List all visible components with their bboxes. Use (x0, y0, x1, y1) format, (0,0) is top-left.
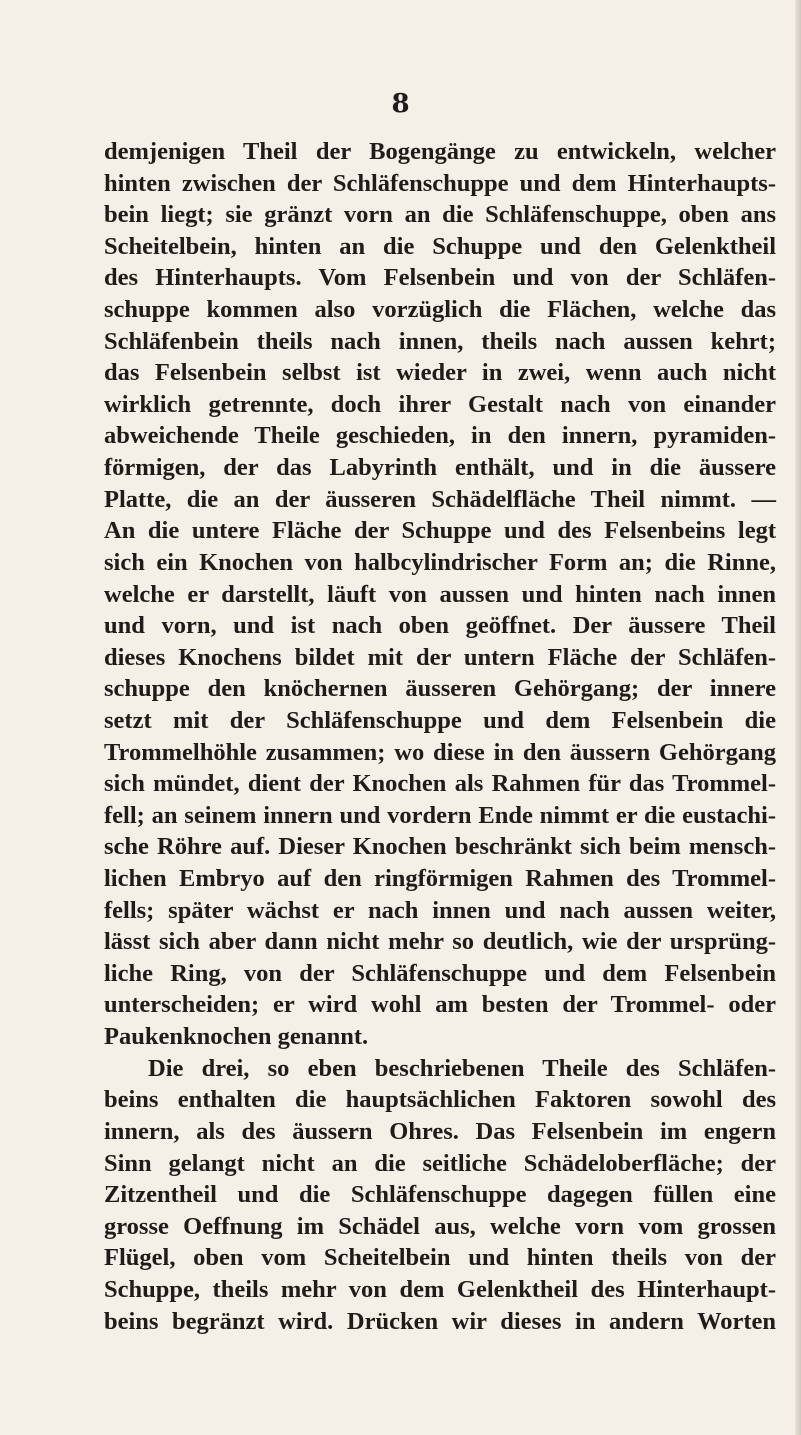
text-line: beins begränzt wird. Drücken wir dieses in andern Worten (104, 1307, 776, 1335)
text-line: sich mündet, dient der Knochen als Rahmen für das Trommel- (104, 770, 776, 798)
text-line: Sinn gelangt nicht an die seitliche Schädeloberfläche; der (104, 1149, 776, 1177)
text-line: bein liegt; sie gränzt vorn an die Schläfenschuppe, oben ans (104, 201, 776, 229)
text-line: sche Röhre auf. Dieser Knochen beschränkt sich beim mensch- (104, 833, 776, 861)
text-line: innern, als des äussern Ohres. Das Felsenbein im engern (104, 1117, 776, 1145)
paragraph-start-line: Die drei, so eben beschriebenen Theile des Schläfen- (148, 1054, 776, 1082)
text-line: lichen Embryo auf den ringförmigen Rahmen des Trommel- (104, 865, 776, 893)
body-text (104, 136, 776, 1337)
text-line: unterscheiden; er wird wohl am besten der Trommel- oder (104, 991, 776, 1019)
text-line: setzt mit der Schläfenschuppe und dem Felsenbein die (104, 706, 776, 734)
text-line: schuppe den knöchernen äusseren Gehörgang; der innere (104, 675, 776, 703)
text-line: liche Ring, von der Schläfenschuppe und dem Felsenbein (104, 959, 776, 987)
text-line: und vorn, und ist nach oben geöffnet. Der äussere Theil (104, 612, 776, 640)
text-line: welche er darstellt, läuft von aussen und hinten nach innen (104, 580, 776, 608)
text-line: fells; später wächst er nach innen und nach aussen weiter, (104, 896, 776, 924)
text-line: das Felsenbein selbst ist wieder in zwei, wenn auch nicht (104, 359, 776, 387)
text-line: Platte, die an der äusseren Schädelfläche Theil nimmt. — (104, 485, 776, 513)
text-line: An die untere Fläche der Schuppe und des Felsenbeins legt (104, 517, 776, 545)
text-line: des Hinterhaupts. Vom Felsenbein und von der Schläfen- (104, 264, 776, 292)
text-line: Zitzentheil und die Schläfenschuppe dagegen füllen eine (104, 1181, 776, 1209)
text-line: fell; an seinem innern und vordern Ende nimmt er die eustachi- (104, 801, 776, 829)
text-line: förmigen, der das Labyrinth enthält, und in die äussere (104, 454, 776, 482)
text-line: schuppe kommen also vorzüglich die Flächen, welche das (104, 296, 776, 324)
text-line: beins enthalten die hauptsächlichen Faktoren sowohl des (104, 1086, 776, 1114)
text-line: abweichende Theile geschieden, in den innern, pyramiden- (104, 422, 776, 450)
text-line: Schuppe, theils mehr von dem Gelenktheil des Hinterhaupt- (104, 1275, 776, 1303)
text-line: Flügel, oben vom Scheitelbein und hinten theils von der (104, 1244, 776, 1272)
text-line: demjenigen Theil der Bogengänge zu entwickeln, welcher (104, 138, 776, 165)
page-number: 8 (391, 89, 410, 119)
text-line: lässt sich aber dann nicht mehr so deutlich, wie der ursprüng- (104, 928, 776, 956)
text-line: dieses Knochens bildet mit der untern Fläche der Schläfen- (104, 643, 776, 671)
text-line: sich ein Knochen von halbcylindrischer Form an; die Rinne, (104, 548, 776, 576)
text-line: wirklich getrennte, doch ihrer Gestalt nach von einander (104, 390, 776, 418)
text-line: Schläfenbein theils nach innen, theils nach aussen kehrt; (104, 327, 776, 355)
text-line: hinten zwischen der Schläfenschuppe und dem Hinterhaupts- (104, 169, 776, 197)
page-edge (795, 0, 801, 1435)
text-line: grosse Oeffnung im Schädel aus, welche vorn vom grossen (104, 1212, 776, 1240)
paragraph-end-line: Paukenknochen genannt. (104, 1023, 369, 1051)
text-line: Trommelhöhle zusammen; wo diese in den äussern Gehörgang (104, 738, 776, 766)
text-line: Scheitelbein, hinten an die Schuppe und den Gelenktheil (104, 232, 776, 260)
